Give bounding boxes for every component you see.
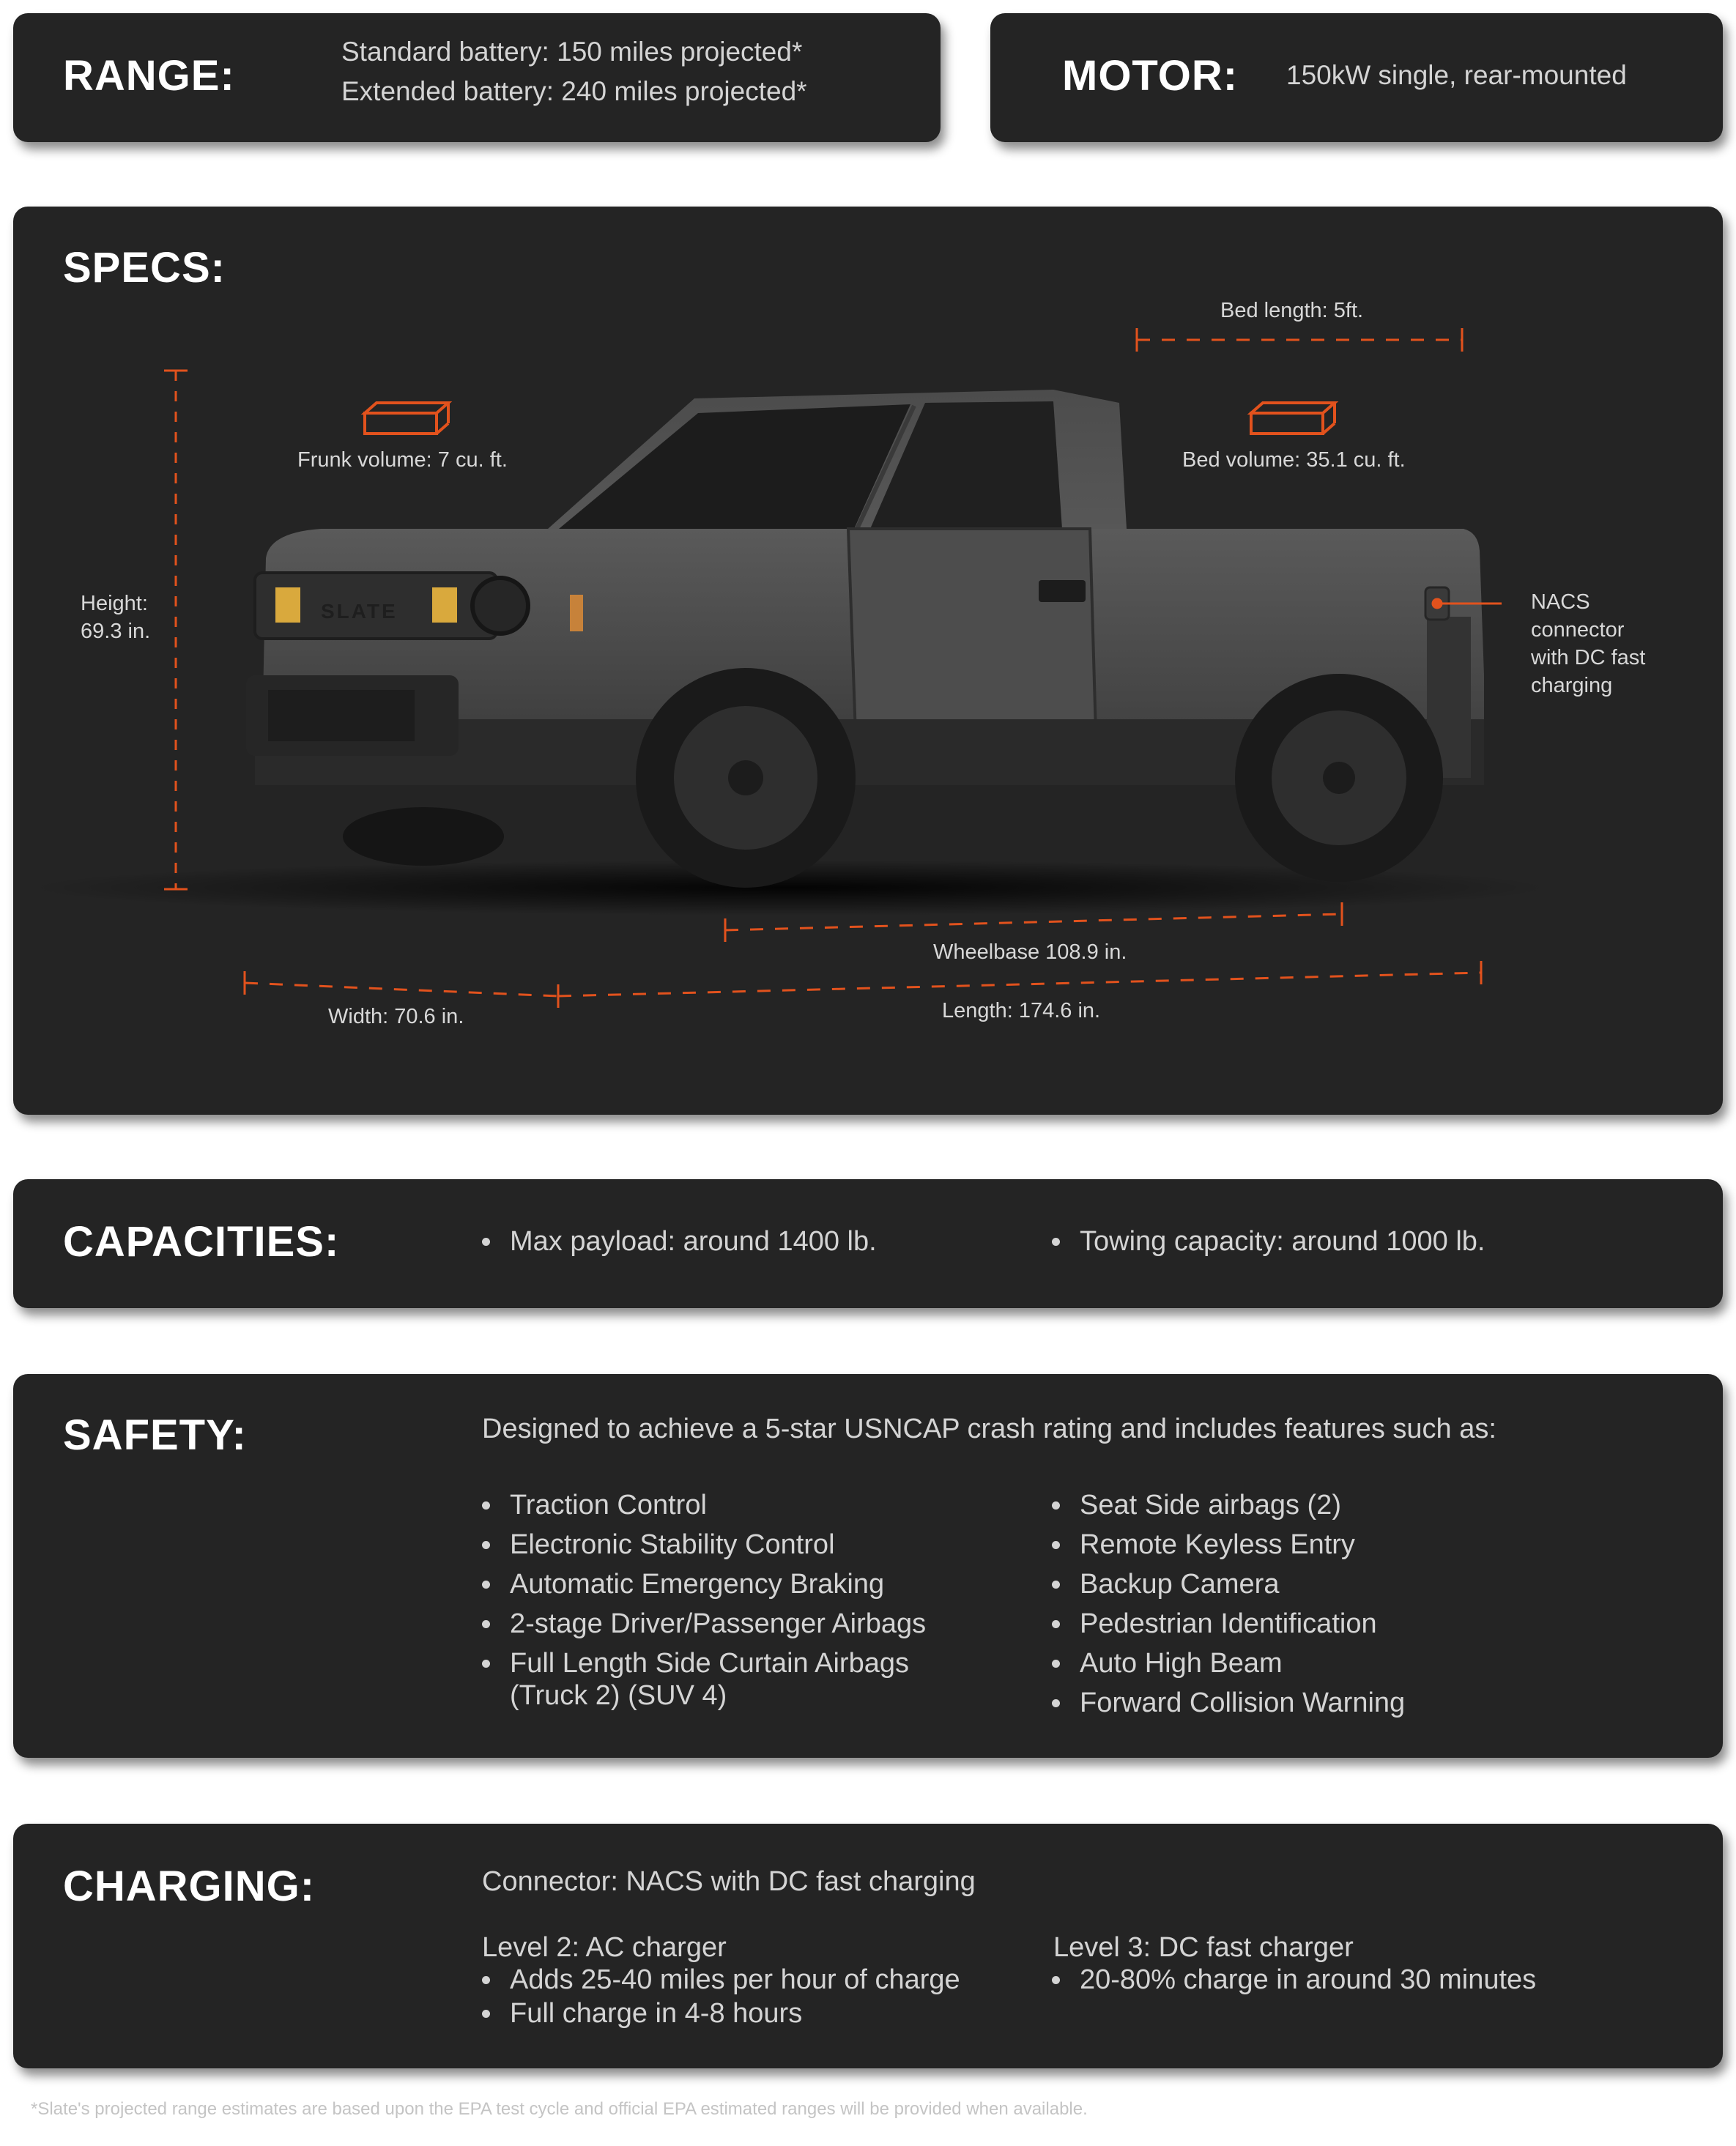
nacs-label-line-1: NACS [1531, 590, 1590, 614]
safety-item: Electronic Stability Control [510, 1529, 835, 1560]
capacity-item: Towing capacity: around 1000 lb. [1080, 1226, 1485, 1257]
bed-volume-label: Bed volume: 35.1 cu. ft. [1182, 448, 1406, 472]
specs-heading: SPECS: [63, 244, 226, 292]
nacs-label-line-4: charging [1531, 674, 1613, 697]
windshield [559, 404, 910, 529]
safety-item: Auto High Beam [1080, 1648, 1283, 1679]
level3-title: Level 3: DC fast charger [1053, 1932, 1354, 1963]
safety-item: Backup Camera [1080, 1569, 1280, 1600]
wheelbase-label: Wheelbase 108.9 in. [933, 940, 1127, 964]
width-label: Width: 70.6 in. [328, 1005, 464, 1028]
nacs-label-line-2: connector [1531, 618, 1625, 642]
motor-heading: MOTOR: [1062, 52, 1239, 100]
charging-card [13, 1824, 1723, 2068]
capacities-heading: CAPACITIES: [63, 1218, 340, 1266]
safety-item: Seat Side airbags (2) [1080, 1490, 1341, 1521]
safety-item: Automatic Emergency Braking [510, 1569, 885, 1600]
safety-card [13, 1374, 1723, 1758]
safety-item: Forward Collision Warning [1080, 1688, 1406, 1718]
safety-item-continuation: (Truck 2) (SUV 4) [510, 1680, 727, 1711]
level3-item: 20-80% charge in around 30 minutes [1080, 1964, 1537, 1995]
range-extended-battery: Extended battery: 240 miles projected* [341, 76, 807, 106]
width-dimension [245, 971, 558, 996]
grille-badge: SLATE [321, 600, 398, 623]
height-value: 69.3 in. [81, 620, 151, 643]
safety-intro: Designed to achieve a 5-star USNCAP crash rating and includes features such as: [482, 1414, 1496, 1444]
level2-item: Adds 25-40 miles per hour of charge [510, 1964, 960, 1995]
safety-item: Traction Control [510, 1490, 707, 1521]
range-standard-battery: Standard battery: 150 miles projected* [341, 37, 803, 67]
charging-connector: Connector: NACS with DC fast charging [482, 1866, 976, 1897]
height-label: Height: [81, 592, 148, 615]
safety-item: 2-stage Driver/Passenger Airbags [510, 1608, 927, 1639]
safety-item: Pedestrian Identification [1080, 1608, 1377, 1639]
bed-volume-icon [1251, 403, 1335, 434]
length-label: Length: 174.6 in. [942, 999, 1101, 1022]
capacities-card [13, 1179, 1723, 1308]
safety-item: Remote Keyless Entry [1080, 1529, 1355, 1560]
bed-length-label: Bed length: 5ft. [1220, 299, 1364, 322]
frunk-volume-label: Frunk volume: 7 cu. ft. [297, 448, 508, 472]
range-card [13, 13, 941, 142]
range-footnote: *Slate's projected range estimates are based upon the EPA test cycle and official EPA estimated ranges will be provided when available. [31, 2099, 1088, 2119]
range-heading: RANGE: [63, 52, 235, 100]
frunk-volume-icon [365, 403, 448, 434]
capacity-item: Max payload: around 1400 lb. [510, 1226, 877, 1257]
safety-heading: SAFETY: [63, 1411, 247, 1459]
front-wheel [636, 668, 856, 888]
safety-item: Full Length Side Curtain Airbags [510, 1648, 909, 1679]
bed-length-dimension [1137, 328, 1462, 352]
specs-card [13, 207, 1723, 1115]
charging-heading: CHARGING: [63, 1863, 316, 1910]
rear-wheel [1235, 674, 1443, 882]
motor-description: 150kW single, rear-mounted [1286, 60, 1627, 90]
motor-card [990, 13, 1723, 142]
nacs-label-line-3: with DC fast [1531, 646, 1646, 669]
truck-diagram [13, 207, 1723, 1115]
level2-item: Full charge in 4-8 hours [510, 1998, 803, 2029]
height-dimension [164, 371, 188, 889]
truck-door [848, 529, 1096, 734]
level2-title: Level 2: AC charger [482, 1932, 727, 1963]
